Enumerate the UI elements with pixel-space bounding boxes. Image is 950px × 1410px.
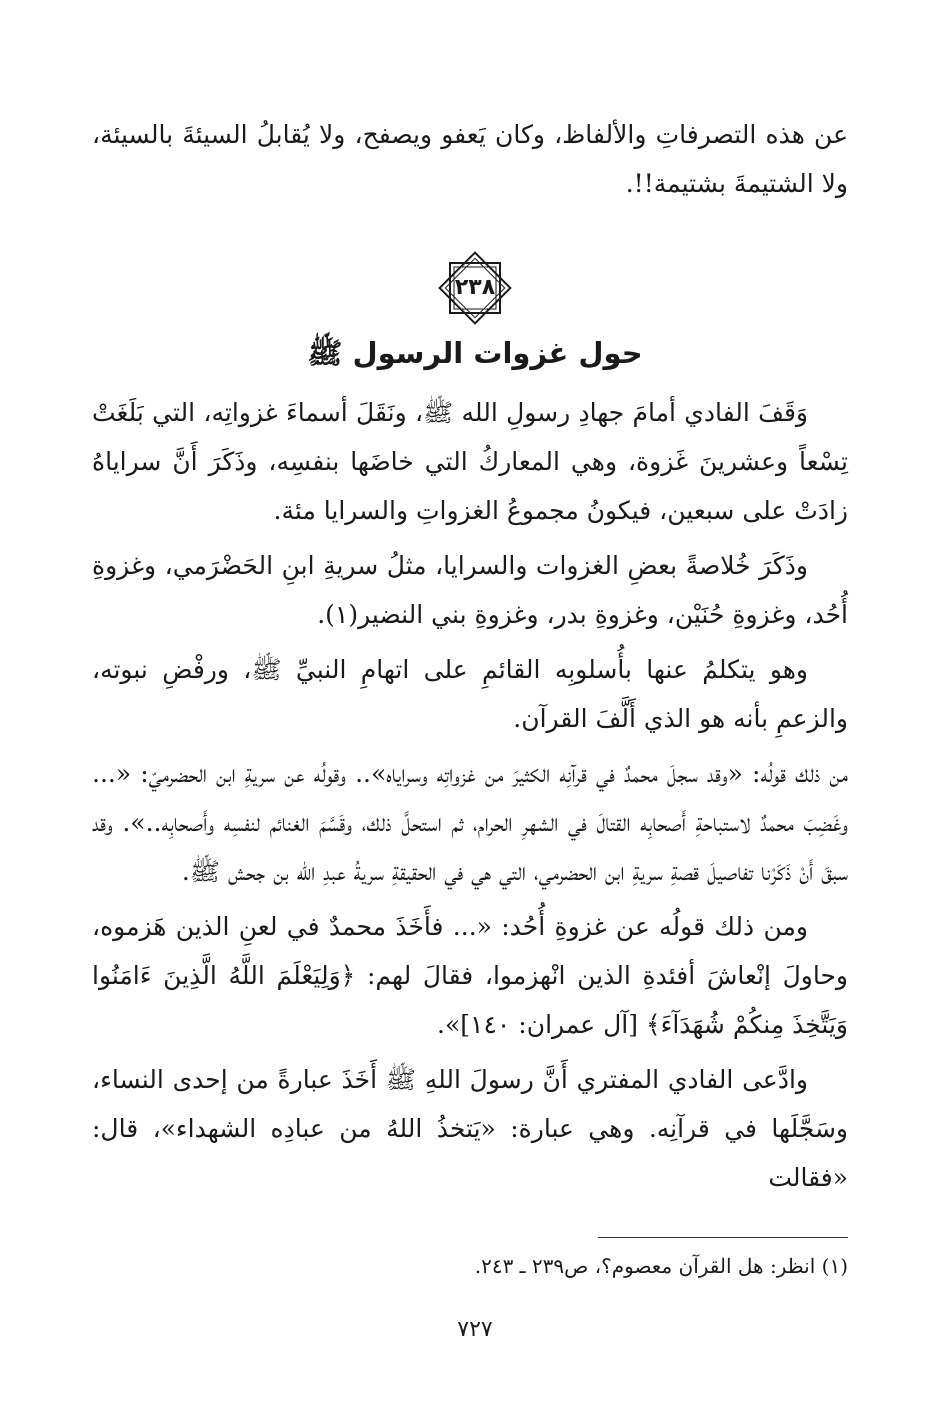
paragraph: وادَّعى الفادي المفتري أَنَّ رسولَ اللهِ ﷺ أَخَذَ عبارةً من إحدى النساء، وسَجَّلَها في قرآنِه. وهي عبارة: «يَتخذُ اللهُ من عبادِه الشهداء»، قال: «فقالت <box>92 1065 848 1192</box>
intro-text-block <box>92 110 848 208</box>
paragraph: من ذلك قولُه: «وقد سجلَ محمدٌ في قرآنِه الكثيرَ من غزواتِه وسراياه».. وقولُه عن سريةِ ابن الحضرميّ: «... وغَضِبَ محمدٌ لاستباحةِ أَصحابِه القتالَ في الشهرِ الحرام، ثم استحلَّ ذلك، وقَسَّمَ الغنائم لنفسِه وأَصحابِه..». وقد سبقَ أَنْ ذَكَرْنا تفاصيلَ قصةِ سريةِ ابن الحضرمي، التي هي في الحقيقةِ سريةُ عبدِ الله بن جحش ﷺ. <box>92 759 848 886</box>
section-title: حول غزوات الرسول ﷺ <box>307 336 643 370</box>
footnote: (١) انظر: هل القرآن معصوم؟، ص٢٣٩ ـ ٢٤٣. <box>474 1254 848 1278</box>
paragraph: وذَكَرَ خُلاصةً بعضِ الغزوات والسرايا، مثلُ سريةِ ابنِ الحَضْرَمي، وغزوةِ أُحُد، وغزوةِ حُنَيْن، وغزوةِ بدر، وغزوةِ بني النضير(١). <box>92 551 848 629</box>
footnote-divider <box>598 1237 848 1238</box>
paragraph: وهو يتكلمُ عنها بأُسلوبِه القائمِ على اتهامِ النبيِّ ﷺ، ورفْضِ نبوته، والزعمِ بأنه هو الذي أَلَّفَ القرآن. <box>92 655 848 733</box>
section-number-badge <box>432 245 518 331</box>
intro-paragraph: عن هذه التصرفاتِ والألفاظ، وكان يَعفو ويصفح، ولا يُقابلُ السيئةَ بالسيئة، ولا الشتيمةَ بشتيمة!!. <box>92 120 848 198</box>
paragraph: ومن ذلك قولُه عن غزوةِ أُحُد: «... فأَخَذَ محمدٌ في لعنِ الذين هَزموه، وحاولَ إنْعاشَ أفئدةِ الذين انْهزموا، فقالَ لهم: ﴿وَلِيَعْلَمَ اللَّهُ الَّذِينَ ءَامَنُوا وَيَتَّخِذَ مِنكُمْ شُهَدَآءَ﴾ [آل عمران: ١٤٠]». <box>92 912 848 1039</box>
page-number: ٧٢٧ <box>457 1317 493 1342</box>
paragraph: وَقَفَ الفادي أمامَ جهادِ رسولِ الله ﷺ، ونَقَلَ أسماءَ غزواتِه، التي بَلَغَتْ تِسْعاً وعشرينَ غَزوة، وهي المعاركُ التي خاضَها بنفسِه، وذَكَرَ أَنَّ سراياهُ زادَتْ على سبعين، فيكونُ مجموعُ الغزواتِ والسرايا مئة. <box>92 398 848 525</box>
body-text-block <box>92 388 848 1202</box>
section-number: ٢٣٨ <box>454 275 496 300</box>
